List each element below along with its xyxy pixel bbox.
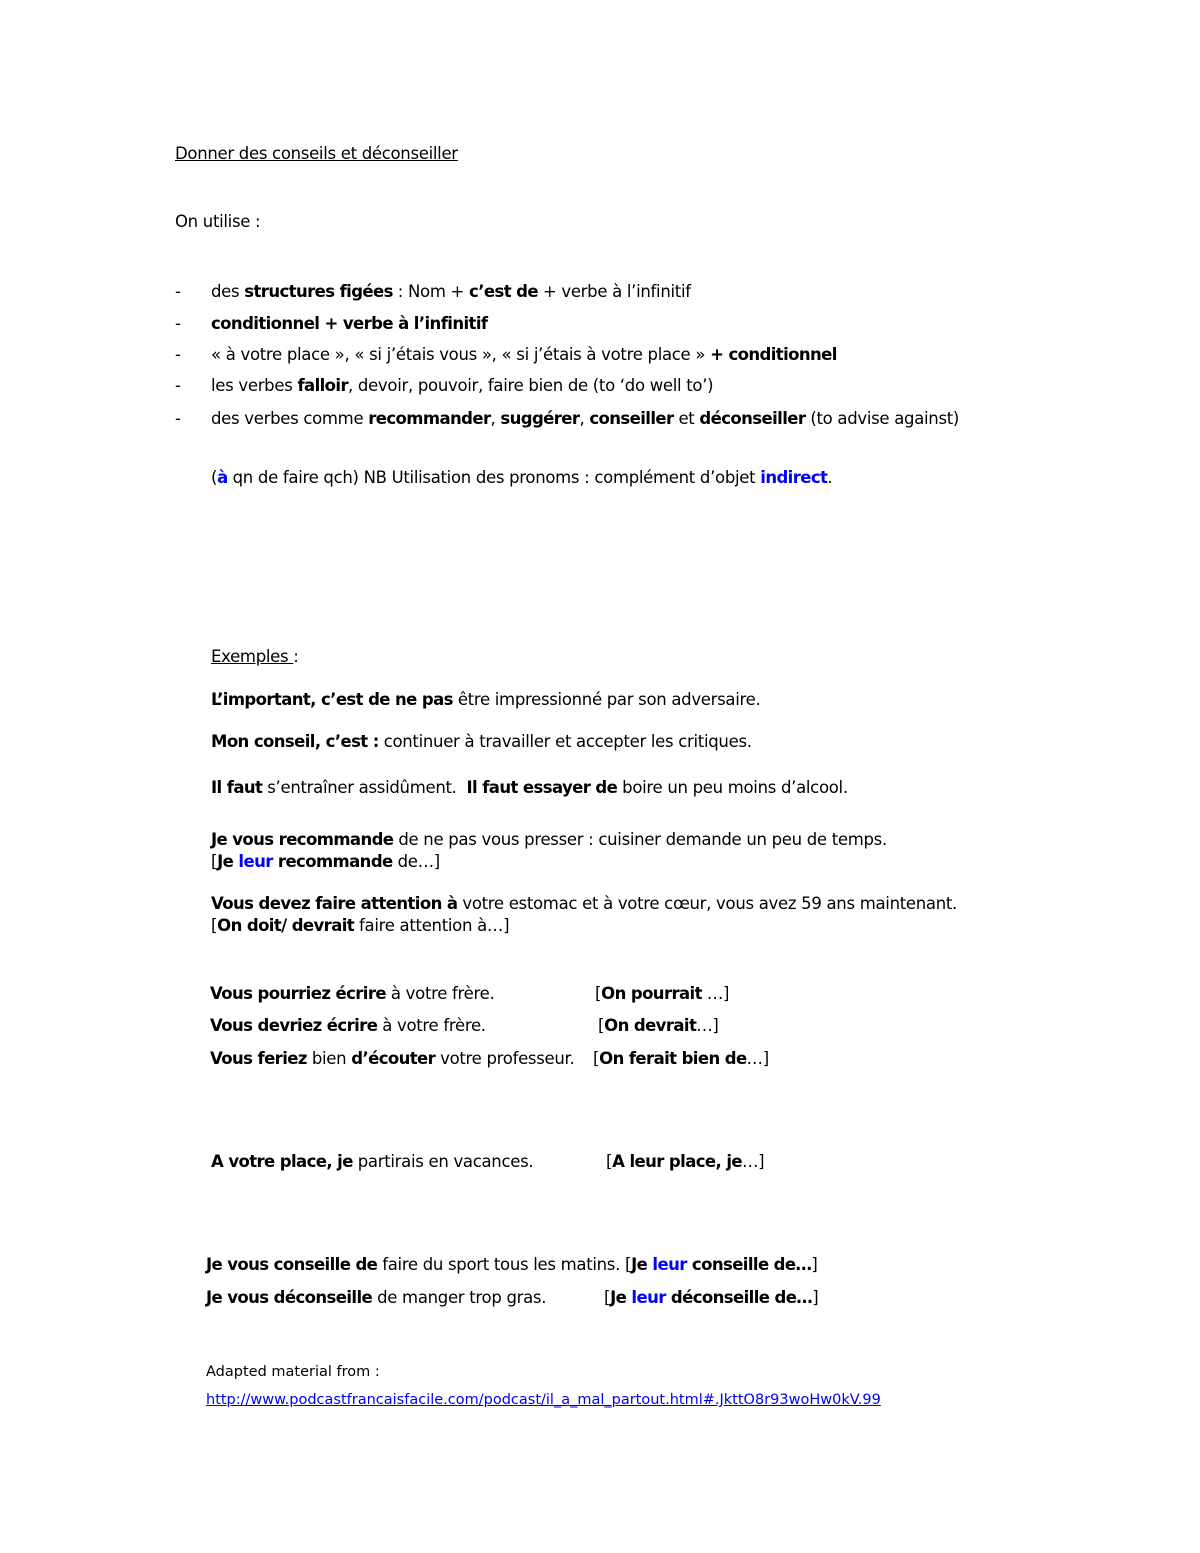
bold-text: L’important, c’est de ne pas [211, 690, 453, 709]
bold-text: Vous feriez [210, 1049, 307, 1068]
bullet-dash: - [175, 314, 181, 333]
text: qn de faire qch) NB Utilisation des pronoms : complément d’objet [227, 468, 761, 487]
intro-text: On utilise : [175, 212, 261, 231]
bold-text: Je [610, 1288, 632, 1307]
bold-text: + conditionnel [710, 345, 837, 364]
bold-text: On pourrait [601, 984, 702, 1003]
bullet-dash: - [175, 282, 181, 301]
text: [ [595, 984, 602, 1003]
bold-text: leur [631, 1288, 666, 1307]
text: …] [701, 984, 730, 1003]
example-10 [206, 1254, 818, 1276]
source-link[interactable]: http://www.podcastfrancaisfacile.com/podcast/il_a_mal_partout.html#.JkttO8r93woHw0kV.99 [206, 1392, 881, 1408]
text: et [673, 409, 700, 428]
example-3 [211, 777, 848, 799]
bold-text: On devrait [604, 1016, 697, 1035]
text: [ [211, 852, 218, 871]
bold-text: Il faut [211, 778, 263, 797]
text: [ [606, 1152, 613, 1171]
bold-text: Vous pourriez écrire [210, 984, 386, 1003]
text: des [211, 282, 245, 301]
text: partirais en vacances. [352, 1152, 534, 1171]
text: : Nom + [392, 282, 470, 301]
bold-text: déconseiller [699, 409, 806, 428]
heading-text: Exemples [211, 647, 294, 666]
page-title: Donner des conseils et déconseiller [175, 144, 458, 163]
bold-text: structures figées [244, 282, 393, 301]
text: boire un peu moins d’alcool. [617, 778, 848, 797]
text: …] [741, 1152, 765, 1171]
text: [ [598, 1016, 605, 1035]
text: être impressionné par son adversaire. [452, 690, 761, 709]
text: . [827, 468, 833, 487]
text: faire attention à…] [354, 916, 510, 935]
text: + verbe à l’infinitif [537, 282, 691, 301]
examples-heading [211, 646, 299, 668]
bold-text: Je [217, 852, 239, 871]
text: des verbes comme [211, 409, 369, 428]
text: [ [593, 1049, 600, 1068]
example-1 [211, 689, 760, 711]
text: : [293, 647, 299, 666]
bold-text: suggérer [500, 409, 580, 428]
bold-text: conseiller [589, 409, 674, 428]
bold-text: Vous devriez écrire [210, 1016, 378, 1035]
bold-text: d’écouter [351, 1049, 436, 1068]
bold-text: leur [652, 1255, 687, 1274]
example-4 [211, 829, 887, 851]
text: de manger trop gras. [372, 1288, 547, 1307]
bold-text: leur [238, 852, 273, 871]
text: de ne pas vous presser : cuisiner demande un peu de temps. [393, 830, 887, 849]
note-line [211, 467, 832, 489]
text: [ [604, 1288, 611, 1307]
bold-text: Mon conseil, c’est : [211, 732, 379, 751]
bullet-dash: - [175, 345, 181, 364]
bold-text: c’est de [469, 282, 538, 301]
example-5 [211, 893, 957, 915]
bullet-dash: - [175, 376, 181, 395]
example-5-variant [211, 915, 509, 937]
bold-text: recommande [272, 852, 393, 871]
text: , [490, 409, 501, 428]
text: à votre frère. [385, 984, 495, 1003]
bold-text: falloir [297, 376, 349, 395]
bold-text: On ferait bien de [599, 1049, 747, 1068]
text: s’entraîner assidûment. [262, 778, 467, 797]
source-label: Adapted material from : [206, 1364, 380, 1380]
bold-text: Je vous recommande [211, 830, 394, 849]
bold-text: Je vous conseille de [206, 1255, 378, 1274]
text: continuer à travailler et accepter les critiques. [378, 732, 752, 751]
text: ( [211, 468, 218, 487]
text: « à votre place », « si j’étais vous », « si j’étais à votre place » [211, 345, 711, 364]
text: , [579, 409, 590, 428]
bold-text: conseille de… [686, 1255, 812, 1274]
text: à votre frère. [377, 1016, 486, 1035]
text: ] [812, 1288, 819, 1307]
text: bien [306, 1049, 352, 1068]
text: ] [811, 1255, 818, 1274]
example-4-variant [211, 851, 440, 873]
bold-text: déconseille de… [665, 1288, 813, 1307]
text: …] [746, 1049, 769, 1068]
bold-text: Il faut essayer de [466, 778, 618, 797]
bold-text: Je [631, 1255, 653, 1274]
bold-text: Je vous déconseille [206, 1288, 373, 1307]
bullet-dash: - [175, 409, 181, 428]
source-line [206, 1389, 881, 1411]
bold-text: Vous devez faire attention à [211, 894, 458, 913]
bold-text: A votre place, je [211, 1152, 353, 1171]
text: de…] [392, 852, 440, 871]
bold-text: A leur place, je [612, 1152, 742, 1171]
text: faire du sport tous les matins. [ [377, 1255, 632, 1274]
text: les verbes [211, 376, 298, 395]
bold-text: conditionnel + verbe à l’infinitif [211, 314, 488, 333]
text: …] [696, 1016, 719, 1035]
bold-text: à [217, 468, 228, 487]
text: , devoir, pouvoir, faire bien de (to ‘do well to’) [348, 376, 714, 395]
bold-text: indirect [760, 468, 828, 487]
text: votre estomac et à votre cœur, vous avez 59 ans maintenant. [457, 894, 957, 913]
bold-text: On doit/ devrait [217, 916, 355, 935]
text: [ [211, 916, 218, 935]
text: (to advise against) [805, 409, 960, 428]
bold-text: recommander [368, 409, 491, 428]
text: votre professeur. [435, 1049, 575, 1068]
example-2 [211, 731, 752, 753]
